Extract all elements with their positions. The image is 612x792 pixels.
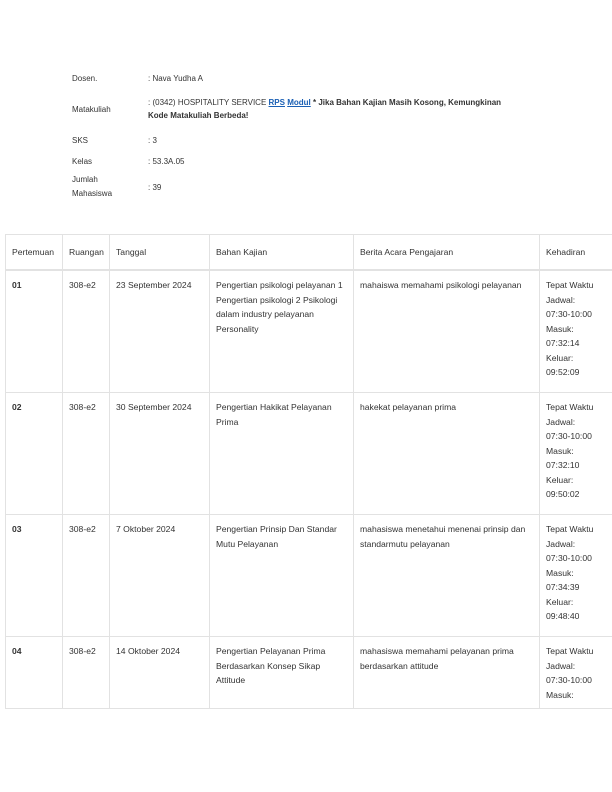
rps-link[interactable]: RPS bbox=[268, 98, 285, 107]
info-row-kelas bbox=[72, 150, 508, 172]
kehadiran-jadwal-value: 07:30-10:00 bbox=[546, 309, 592, 319]
matakuliah-code: (0342) HOSPITALITY SERVICE bbox=[152, 98, 267, 107]
sks-value: : 3 bbox=[148, 135, 157, 145]
table-header-row bbox=[6, 235, 612, 270]
kelas-label: Kelas bbox=[72, 156, 93, 166]
attendance-table bbox=[5, 234, 612, 709]
dosen-label: Dosen. bbox=[72, 73, 98, 83]
cell-berita-acara: mahaiswa memahami psikologi pelayanan bbox=[354, 271, 540, 393]
info-row-jumlah bbox=[72, 172, 508, 202]
cell-kehadiran bbox=[540, 393, 612, 515]
kehadiran-status: Tepat Waktu bbox=[546, 524, 594, 534]
header-ruangan: Ruangan bbox=[63, 235, 110, 270]
header-berita-acara: Berita Acara Pengajaran bbox=[354, 235, 540, 270]
cell-pertemuan: 03 bbox=[6, 515, 63, 637]
kehadiran-masuk-label: Masuk: bbox=[546, 689, 574, 700]
header-kehadiran: Kehadiran bbox=[540, 235, 612, 270]
kehadiran-status: Tepat Waktu bbox=[546, 280, 594, 290]
cell-ruangan: 308-e2 bbox=[63, 393, 110, 515]
matakuliah-colon: : bbox=[148, 98, 151, 107]
jumlah-label-line2: Mahasiswa bbox=[72, 189, 113, 198]
kelas-value: : 53.3A.05 bbox=[148, 156, 185, 166]
cell-bahan-kajian: Pengertian psikologi pelayanan 1 Pengertian psikologi 2 Psikologi dalam industry pelayanan Personality bbox=[210, 271, 354, 393]
kehadiran-jadwal-label: Jadwal: bbox=[546, 294, 576, 305]
kehadiran-masuk-label: Masuk: bbox=[546, 323, 574, 334]
modul-link[interactable]: Modul bbox=[287, 98, 311, 107]
kehadiran-masuk-value: 07:34:39 bbox=[546, 582, 580, 592]
cell-tanggal: 14 Oktober 2024 bbox=[110, 637, 210, 709]
cell-pertemuan: 02 bbox=[6, 393, 63, 515]
info-row-dosen bbox=[72, 68, 508, 88]
kehadiran-keluar-label: Keluar: bbox=[546, 596, 574, 607]
cell-pertemuan: 01 bbox=[6, 271, 63, 393]
cell-pertemuan: 04 bbox=[6, 637, 63, 709]
kehadiran-masuk-value: 07:32:14 bbox=[546, 338, 580, 348]
kehadiran-masuk-label: Masuk: bbox=[546, 567, 574, 578]
jumlah-label bbox=[72, 173, 148, 201]
jumlah-value: : 39 bbox=[148, 182, 162, 192]
cell-berita-acara: hakekat pelayanan prima bbox=[354, 393, 540, 515]
info-row-sks bbox=[72, 130, 508, 150]
kehadiran-jadwal-label: Jadwal: bbox=[546, 660, 576, 671]
cell-bahan-kajian: Pengertian Hakikat Pelayanan Prima bbox=[210, 393, 354, 515]
cell-tanggal: 23 September 2024 bbox=[110, 271, 210, 393]
kehadiran-jadwal-value: 07:30-10:00 bbox=[546, 431, 592, 441]
table-row bbox=[6, 271, 612, 393]
header-tanggal: Tanggal bbox=[110, 235, 210, 270]
jumlah-label-line1: Jumlah bbox=[72, 175, 98, 184]
cell-ruangan: 308-e2 bbox=[63, 271, 110, 393]
kehadiran-status: Tepat Waktu bbox=[546, 646, 594, 656]
matakuliah-value bbox=[148, 96, 508, 122]
kehadiran-keluar-label: Keluar: bbox=[546, 352, 574, 363]
sks-label: SKS bbox=[72, 135, 89, 145]
kehadiran-status: Tepat Waktu bbox=[546, 402, 594, 412]
cell-ruangan: 308-e2 bbox=[63, 515, 110, 637]
matakuliah-label: Matakuliah bbox=[72, 104, 111, 114]
cell-bahan-kajian: Pengertian Prinsip Dan Standar Mutu Pelayanan bbox=[210, 515, 354, 637]
kehadiran-keluar-value: 09:48:40 bbox=[546, 611, 580, 621]
kehadiran-jadwal-label: Jadwal: bbox=[546, 416, 576, 427]
info-row-matakuliah bbox=[72, 88, 508, 130]
course-info bbox=[72, 68, 508, 202]
table-row bbox=[6, 393, 612, 515]
kehadiran-keluar-label: Keluar: bbox=[546, 474, 574, 485]
cell-berita-acara: mahasiswa memahami pelayanan prima berdasarkan attitude bbox=[354, 637, 540, 709]
kehadiran-masuk-value: 07:32:10 bbox=[546, 460, 580, 470]
kehadiran-masuk-label: Masuk: bbox=[546, 445, 574, 456]
cell-kehadiran bbox=[540, 271, 612, 393]
kehadiran-keluar-value: 09:52:09 bbox=[546, 367, 580, 377]
kehadiran-jadwal-value: 07:30-10:00 bbox=[546, 553, 592, 563]
cell-tanggal: 30 September 2024 bbox=[110, 393, 210, 515]
header-bahan-kajian: Bahan Kajian bbox=[210, 235, 354, 270]
table-row bbox=[6, 515, 612, 637]
kehadiran-jadwal-value: 07:30-10:00 bbox=[546, 675, 592, 685]
kehadiran-keluar-value: 09:50:02 bbox=[546, 489, 580, 499]
cell-berita-acara: mahasiswa menetahui menenai prinsip dan standarmutu pelayanan bbox=[354, 515, 540, 637]
cell-kehadiran bbox=[540, 637, 612, 709]
cell-tanggal: 7 Oktober 2024 bbox=[110, 515, 210, 637]
cell-kehadiran bbox=[540, 515, 612, 637]
dosen-value: : Nava Yudha A bbox=[148, 73, 204, 83]
header-pertemuan: Pertemuan bbox=[6, 235, 63, 270]
cell-bahan-kajian: Pengertian Pelayanan Prima Berdasarkan Konsep Sikap Attitude bbox=[210, 637, 354, 709]
table-row bbox=[6, 637, 612, 709]
kehadiran-jadwal-label: Jadwal: bbox=[546, 538, 576, 549]
cell-ruangan: 308-e2 bbox=[63, 637, 110, 709]
matakuliah-note: * Jika Bahan Kajian Masih Kosong, Kemungkinan Kode Matakuliah Berbeda! bbox=[148, 98, 502, 120]
